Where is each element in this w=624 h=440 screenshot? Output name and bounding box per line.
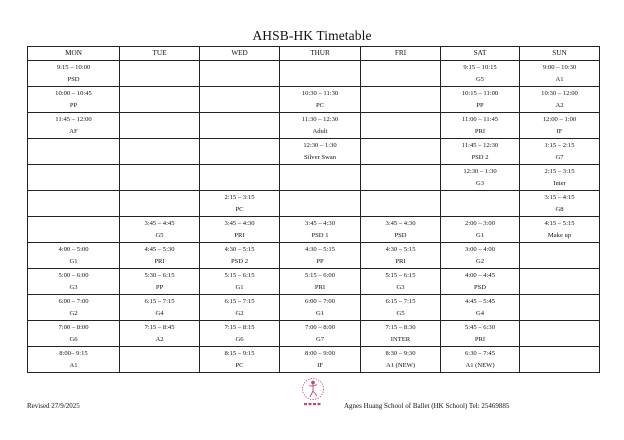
class-cell-sat [441, 321, 520, 347]
table-row [28, 321, 600, 347]
class-name: A1 [555, 75, 564, 83]
class-cell-wed [200, 165, 280, 191]
class-name: G4 [475, 309, 485, 317]
class-cell-tue [120, 347, 200, 373]
class-time: 11:00 – 11:45 [461, 115, 499, 123]
class-cell-sat [441, 295, 520, 321]
class-name: PC [235, 205, 244, 213]
class-cell-sat [441, 269, 520, 295]
class-cell-wed [200, 113, 280, 139]
day-header-wed: WED [200, 47, 280, 61]
class-cell-mon [28, 191, 120, 217]
class-cell-sun [520, 243, 600, 269]
class-cell-fri [361, 295, 441, 321]
class-cell-wed [200, 243, 280, 269]
class-cell-sun [520, 139, 600, 165]
class-cell-fri [361, 347, 441, 373]
table-row [28, 139, 600, 165]
class-cell-sun [520, 295, 600, 321]
class-cell-wed [200, 61, 280, 87]
class-name: PSD 2 [230, 257, 249, 265]
class-time: 11:30 – 12:30 [301, 115, 339, 123]
class-cell-sun [520, 269, 600, 295]
ballet-dancer-logo-icon [300, 376, 326, 410]
class-cell-thur [280, 113, 361, 139]
class-time: 2:15 – 3:15 [544, 167, 575, 175]
day-header-fri: FRI [361, 47, 441, 61]
class-name: G1 [69, 257, 78, 265]
class-cell-tue [120, 61, 200, 87]
class-time: 3:45 – 4:30 [224, 219, 255, 227]
class-cell-wed [200, 347, 280, 373]
class-name: PRI [314, 283, 326, 291]
school-contact: Agnes Huang School of Ballet (HK School) Tel: 25469885 [344, 402, 510, 410]
class-cell-tue [120, 243, 200, 269]
class-name: G5 [475, 75, 485, 83]
class-cell-mon [28, 321, 120, 347]
class-name: PSD 2 [471, 153, 489, 161]
class-name: PRI [154, 257, 165, 265]
class-cell-sun [520, 321, 600, 347]
class-cell-sat [441, 165, 520, 191]
class-cell-mon [28, 243, 120, 269]
class-name: Inter [553, 179, 566, 187]
class-name: PP [69, 101, 78, 109]
class-time: 6:30 – 7:45 [464, 349, 496, 357]
class-time: 8:15 – 9:15 [224, 349, 255, 357]
class-time: 12:00 – 1:00 [542, 115, 577, 123]
day-header-mon: MON [28, 47, 120, 61]
class-name: PRI [474, 127, 486, 135]
class-time: 4:00 – 5:00 [58, 245, 89, 253]
class-name: Silver Swan [303, 153, 337, 161]
class-cell-mon [28, 347, 120, 373]
class-cell-thur [280, 139, 361, 165]
class-cell-sun [520, 113, 600, 139]
class-cell-sun [520, 191, 600, 217]
class-name: G1 [475, 231, 485, 239]
class-time: 3:45 – 4:30 [304, 219, 336, 227]
class-name: A1 [69, 361, 78, 369]
class-cell-tue [120, 295, 200, 321]
class-cell-mon [28, 87, 120, 113]
class-name: IF [317, 361, 323, 369]
header-row [28, 47, 600, 61]
class-cell-wed [200, 217, 280, 243]
class-cell-mon [28, 295, 120, 321]
class-cell-sat [441, 191, 520, 217]
class-cell-fri [361, 61, 441, 87]
table-row [28, 191, 600, 217]
class-cell-mon [28, 139, 120, 165]
class-time: 9:00 – 10:30 [542, 63, 577, 71]
class-time: 3:15 – 4:15 [544, 193, 575, 201]
day-header-sun: SUN [520, 47, 600, 61]
class-time: 11:45 – 12:30 [461, 141, 499, 149]
class-cell-fri [361, 87, 441, 113]
class-time: 7:00 – 8:00 [58, 323, 89, 331]
class-time: 10:30 – 11:30 [301, 89, 339, 97]
table-row [28, 217, 600, 243]
class-cell-sat [441, 243, 520, 269]
class-time: 5:00 – 6:00 [58, 271, 89, 279]
class-name: G3 [475, 179, 485, 187]
class-cell-thur [280, 321, 361, 347]
class-name: PP [476, 101, 484, 109]
class-cell-fri [361, 243, 441, 269]
class-name: PP [155, 283, 164, 291]
class-time: 10:00 – 10:45 [55, 89, 92, 97]
class-name: G1 [315, 309, 325, 317]
day-header-thur: THUR [280, 47, 361, 61]
class-cell-thur [280, 61, 361, 87]
class-time: 6:00 – 7:00 [304, 297, 336, 305]
class-name: A2 [155, 335, 164, 343]
table-row [28, 295, 600, 321]
class-cell-wed [200, 321, 280, 347]
class-cell-sun [520, 165, 600, 191]
class-name: PP [316, 257, 324, 265]
class-time: 4:15 – 5:15 [544, 219, 575, 227]
class-time: 7:15 – 8:15 [224, 323, 255, 331]
class-time: 3:00 – 4:00 [464, 245, 496, 253]
class-cell-wed [200, 269, 280, 295]
class-name: PSD [67, 75, 80, 83]
class-name: PC [315, 101, 325, 109]
class-cell-tue [120, 165, 200, 191]
class-cell-wed [200, 87, 280, 113]
class-cell-thur [280, 269, 361, 295]
table-row [28, 87, 600, 113]
page-title: AHSB-HK Timetable [252, 28, 372, 43]
revised-date: Revised 27/9/2025 [27, 402, 80, 410]
table-row [28, 165, 600, 191]
class-cell-wed [200, 191, 280, 217]
class-cell-thur [280, 243, 361, 269]
class-time: 7:00 – 8:00 [304, 323, 336, 331]
class-time: 4:30 – 5:15 [385, 245, 416, 253]
day-header-sat: SAT [441, 47, 520, 61]
class-time: 4:30 – 5:15 [224, 245, 255, 253]
class-cell-mon [28, 113, 120, 139]
class-cell-fri [361, 217, 441, 243]
class-time: 1:15 – 2:15 [544, 141, 575, 149]
class-name: A1 (NEW) [385, 361, 416, 369]
class-name: G5 [155, 231, 164, 239]
class-cell-sat [441, 113, 520, 139]
class-time: 3:45 – 4:45 [144, 219, 175, 227]
class-name: G3 [69, 283, 78, 291]
class-name: A2 [555, 101, 564, 109]
class-time: 6:15 – 7:15 [224, 297, 255, 305]
class-cell-wed [200, 139, 280, 165]
class-name: PRI [234, 231, 245, 239]
class-cell-thur [280, 217, 361, 243]
class-time: 5:15 – 6:15 [385, 271, 416, 279]
class-time: 8:00– 9:15 [59, 349, 88, 357]
class-cell-sun [520, 61, 600, 87]
class-time: 6:00 – 7:00 [58, 297, 89, 305]
class-time: 7:15 – 8:45 [144, 323, 175, 331]
table-row [28, 269, 600, 295]
class-cell-mon [28, 269, 120, 295]
class-cell-fri [361, 139, 441, 165]
class-time: 12:30 – 1:30 [303, 141, 337, 149]
class-time: 6:15 – 7:15 [144, 297, 175, 305]
class-time: 6:15 – 7:15 [385, 297, 416, 305]
table-row [28, 347, 600, 373]
class-name: G7 [315, 335, 325, 343]
class-cell-thur [280, 347, 361, 373]
class-cell-thur [280, 87, 361, 113]
class-cell-tue [120, 321, 200, 347]
class-time: 4:45 – 5:45 [464, 297, 496, 305]
class-time: 2:15 – 3:15 [224, 193, 255, 201]
class-time: 10:30 – 12:00 [541, 89, 578, 97]
class-name: G5 [396, 309, 405, 317]
class-cell-tue [120, 269, 200, 295]
class-name: A1 (NEW) [465, 361, 495, 369]
class-name: G4 [155, 309, 164, 317]
class-cell-sat [441, 347, 520, 373]
class-cell-fri [361, 191, 441, 217]
class-time: 5:45 – 6:30 [464, 323, 496, 331]
class-name: Make up [547, 231, 572, 239]
day-header-tue: TUE [120, 47, 200, 61]
class-name: PSD [473, 283, 487, 291]
class-name: G1 [235, 283, 244, 291]
class-cell-mon [28, 61, 120, 87]
class-name: G2 [69, 309, 78, 317]
class-cell-tue [120, 139, 200, 165]
class-time: 8:00 – 9:00 [304, 349, 336, 357]
class-name: PC [235, 361, 244, 369]
class-cell-fri [361, 113, 441, 139]
class-cell-tue [120, 191, 200, 217]
class-name: G6 [69, 335, 78, 343]
class-time: 4:30 – 5:15 [304, 245, 336, 253]
class-name: PRI [474, 335, 486, 343]
class-name: AF [69, 127, 78, 135]
timetable [27, 46, 600, 373]
class-name: Adult [312, 127, 328, 135]
class-time: 5:15 – 6:00 [304, 271, 336, 279]
class-name: G2 [475, 257, 485, 265]
class-time: 5:30 – 6:15 [144, 271, 175, 279]
class-cell-thur [280, 295, 361, 321]
class-time: 8:30 – 9:30 [385, 349, 416, 357]
class-cell-sun [520, 347, 600, 373]
class-cell-wed [200, 295, 280, 321]
class-time: 5:15 – 6:15 [224, 271, 255, 279]
table-row [28, 113, 600, 139]
class-name: PRI [395, 257, 406, 265]
class-time: 11:45 – 12:00 [55, 115, 92, 123]
class-time: 3:45 – 4:30 [385, 219, 416, 227]
class-cell-fri [361, 269, 441, 295]
class-cell-sat [441, 217, 520, 243]
class-name: IF [556, 127, 563, 135]
timetable-body [28, 61, 600, 373]
class-time: 7:15 – 8:30 [385, 323, 416, 331]
class-name: G8 [555, 205, 564, 213]
class-cell-thur [280, 165, 361, 191]
class-cell-tue [120, 217, 200, 243]
class-cell-fri [361, 165, 441, 191]
class-time: 9:15 – 10:00 [56, 63, 91, 71]
class-cell-sat [441, 87, 520, 113]
class-name: PSD [394, 231, 407, 239]
table-row [28, 243, 600, 269]
class-cell-thur [280, 191, 361, 217]
class-time: 4:45 – 5:30 [144, 245, 175, 253]
class-time: 2:00 – 3:00 [464, 219, 496, 227]
class-cell-sat [441, 61, 520, 87]
class-cell-fri [361, 321, 441, 347]
class-time: 12:30 – 1:30 [463, 167, 497, 175]
class-cell-sun [520, 217, 600, 243]
class-name: G3 [396, 283, 405, 291]
class-cell-sat [441, 139, 520, 165]
class-name: G2 [235, 309, 244, 317]
class-time: 4:00 – 4:45 [464, 271, 496, 279]
table-row [28, 61, 600, 87]
class-name: PSD 1 [311, 231, 329, 239]
class-time: 10:15 – 11:00 [461, 89, 499, 97]
class-cell-tue [120, 87, 200, 113]
class-name: G7 [555, 153, 564, 161]
class-time: 9:15 – 10:15 [463, 63, 497, 71]
class-cell-tue [120, 113, 200, 139]
class-cell-mon [28, 165, 120, 191]
class-name: G6 [235, 335, 244, 343]
class-cell-mon [28, 217, 120, 243]
class-cell-sun [520, 87, 600, 113]
class-name: INTER [390, 335, 411, 343]
